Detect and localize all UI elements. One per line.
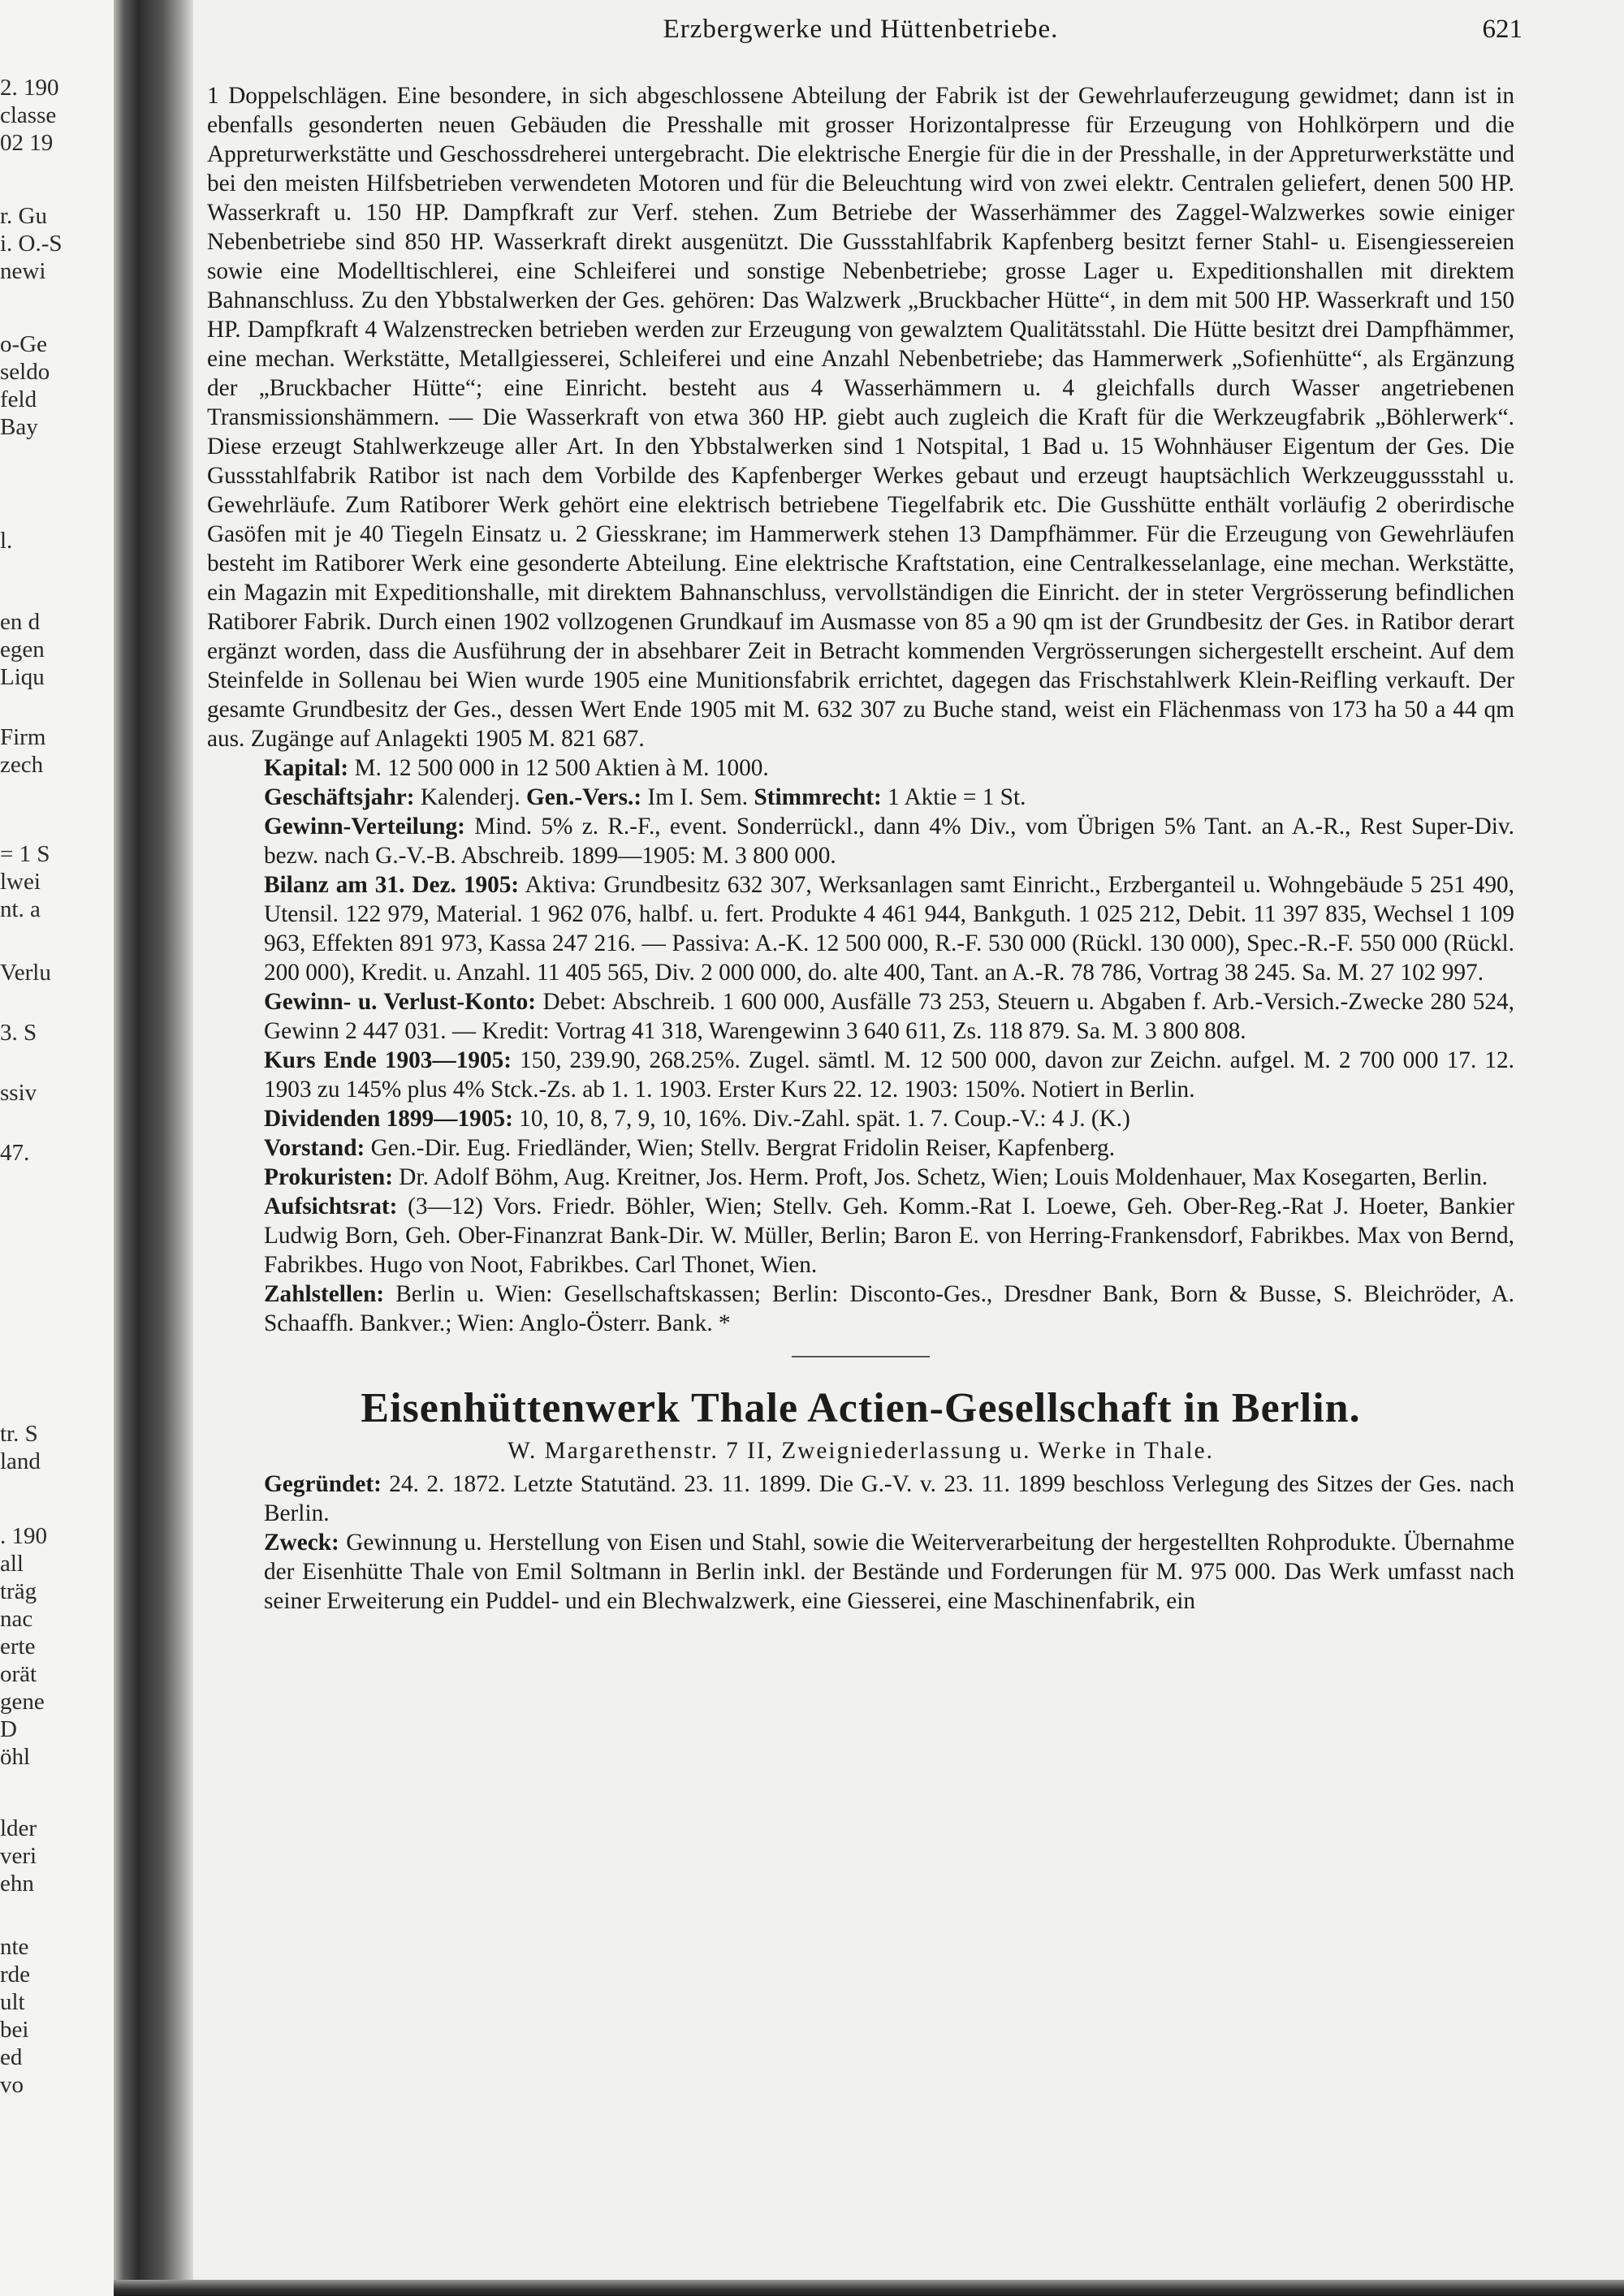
entry-text: 10, 10, 8, 7, 9, 10, 16%. Div.-Zahl. spät. 1. 7. Coup.-V.: 4 J. (K.) [512, 1106, 1130, 1132]
entry-label: Prokuristen: [264, 1164, 393, 1190]
entry-zweck [207, 1528, 1514, 1616]
entry-text: 24. 2. 1872. Letzte Statutänd. 23. 11. 1899. Die G.-V. v. 23. 11. 1899 beschloss Verlegung des Sitzes der Ges. nach Berlin. [264, 1471, 1514, 1526]
entry-text: 150, 239.90, 268.25%. Zugel. sämtl. M. 12 500 000, davon zur Zeichn. aufgel. M. 2 700 000 17. 12. 1903 zu 145% plus 4% Stck.-Zs. ab 1. 1. 1903. Erster Kurs 22. 12. 1903: 150%. Notiert in Berlin. [264, 1047, 1514, 1103]
entry-text: 1 Aktie = 1 St. [881, 784, 1026, 810]
fragment-line: l. [0, 528, 13, 554]
entry-gewinn-verlust-konto [207, 987, 1514, 1046]
fragment-line: träg [0, 1578, 37, 1604]
entry-text: Aktiva: Grundbesitz 632 307, Werksanlagen samt Einricht., Erzberganteil u. Wohngebäude 5 251 490, Utensil. 122 979, Material. 1 962 076, halbf. u. fert. Produkte 4 461 944, Bankguth. 1 025 212, Debit. 11 397 835, Wechsel 1 109 963, Effekten 891 973, Kassa 247 216. — Passiva: A.-K. 12 500 000, R.-F. 530 000 (Rückl. 130 000), Spec.-R.-F. 550 000 (Rückl. 200 000), Kredit. u. Anzahl. 11 405 565, Div. 2 000 000, do. alte 400, Tant. an A.-R. 78 786, Vortrag 38 245. Sa. M. 27 102 997. [264, 872, 1514, 986]
entry-label: Zahlstellen: [264, 1281, 385, 1307]
fragment-line: seldo [0, 359, 50, 385]
entry-text: Dr. Adolf Böhm, Aug. Kreitner, Jos. Herm. Proft, Jos. Schetz, Wien; Louis Moldenhauer, Max Kosegarten, Berlin. [392, 1164, 1488, 1190]
fragment-line: öhl [0, 1744, 31, 1770]
fragment-line: ehn [0, 1871, 34, 1897]
entry-label: Aufsichtsrat: [264, 1193, 398, 1219]
book-spine [114, 0, 193, 2296]
fragment-line: Liqu [0, 664, 45, 690]
entry-label: Bilanz am 31. Dez. 1905: [264, 872, 520, 898]
fragment-line: Firm [0, 724, 46, 750]
company-address: W. Margarethenstr. 7 II, Zweigniederlassung u. Werke in Thale. [508, 1438, 1214, 1464]
fragment-line: newi [0, 258, 46, 284]
entry-geschaeftsjahr [207, 783, 1514, 812]
entry-gegruendet [207, 1470, 1514, 1528]
entry-label: Stimmrecht: [754, 784, 882, 810]
entry-kapital [207, 753, 1514, 783]
entry-label: Gegründet: [264, 1471, 382, 1497]
fragment-line: 3. S [0, 1020, 37, 1046]
entry-label: Kurs Ende 1903—1905: [264, 1047, 512, 1073]
entry-text: Im I. Sem. [641, 784, 754, 810]
fragment-line: 2. 190 [0, 75, 59, 101]
entry-kurs [207, 1046, 1514, 1104]
fragment-line: land [0, 1448, 41, 1474]
fragment-line: 02 19 [0, 130, 54, 156]
entry-text: Mind. 5% z. R.-F., event. Sonderrückl., dann 4% Div., vom Übrigen 5% Tant. an A.-R., Rest Super-Div. bezw. nach G.-V.-B. Abschreib. 1899—1905: M. 3 800 000. [264, 814, 1514, 869]
entry-text: (3—12) Vors. Friedr. Böhler, Wien; Stellv. Geh. Komm.-Rat I. Loewe, Geh. Ober-Reg.-Rat J. Hoeter, Bankier Ludwig Born, Geh. Ober-Finanzrat Bank-Dir. W. Müller, Berlin; Baron E. von Herring-Frankensdorf, Fabrikbes. Max von Bernd, Fabrikbes. Hugo von Noot, Fabrikbes. Carl Thonet, Wien. [264, 1193, 1514, 1278]
fragment-line: = 1 S [0, 841, 50, 867]
page-bottom-edge [114, 2280, 1624, 2296]
fragment-line: en d [0, 609, 41, 635]
fragment-line: Verlu [0, 960, 51, 986]
entry-bilanz [207, 870, 1514, 987]
fragment-line: egen [0, 637, 45, 662]
fragment-line: veri [0, 1843, 37, 1869]
page-body [207, 81, 1514, 1616]
fragment-line: . 190 [0, 1523, 47, 1549]
fragment-line: i. O.-S [0, 231, 63, 257]
fragment-line: 47. [0, 1140, 30, 1166]
running-head [207, 11, 1522, 47]
section-separator [792, 1356, 930, 1357]
fragment-line: vo [0, 2072, 24, 2098]
entry-gewinn-verteilung [207, 812, 1514, 870]
entry-text: Berlin u. Wien: Gesellschaftskassen; Berlin: Disconto-Ges., Dresdner Bank, Born & Busse, S. Bleichröder, A. Schaaffh. Bankver.; Wien: Anglo-Österr. Bank. * [264, 1281, 1514, 1336]
fragment-line: rde [0, 1962, 31, 1987]
entry-aufsichtsrat [207, 1192, 1514, 1280]
fragment-line: erte [0, 1634, 36, 1659]
fragment-line: r. Gu [0, 203, 47, 229]
fragment-line: bei [0, 2017, 29, 2043]
document-page [207, 0, 1522, 2273]
fragment-line: all [0, 1551, 24, 1577]
entry-label: Vorstand: [264, 1135, 365, 1161]
page-number: 621 [1482, 15, 1522, 44]
intro-paragraph: 1 Doppelschlägen. Eine besondere, in sich abgeschlossene Abteilung der Fabrik ist der Gewehrlauferzeugung gewidmet; dann ist in ebenfalls gesonderten neuen Gebäuden die Presshalle mit grosser Horizontalpresse für Erzeugung von Hohlkörpern und die Appreturwerkstätte und Geschossdreherei untergebracht. Die elektrische Energie für die in der Presshalle, in der Appreturwerkstätte und bei den meisten Hilfsbetrieben verwendeten Motoren und für die Beleuchtung wird von zwei elektr. Centralen geliefert, denen 500 HP. Wasserkraft u. 150 HP. Dampfkraft zur Verf. stehen. Zum Betriebe der Wasserhämmer des Zaggel-Walzwerkes sowie einiger Nebenbetriebe sind 850 HP. Wasserkraft direkt ausgenützt. Die Gussstahlfabrik Kapfenberg besitzt ferner Stahl- u. Eisengiessereien sowie eine Modelltischlerei, eine Schleiferei und sonstige Nebenbetriebe; grosse Lager u. Expeditionshallen mit direktem Bahnanschluss. Zu den Ybbstalwerken der Ges. gehören: Das Walzwerk „Bruckbacher Hütte“, in dem mit 500 HP. Wasserkraft und 150 HP. Dampfkraft 4 Walzenstrecken betrieben werden zur Erzeugung von gewalztem Qualitätsstahl. Die Hütte besitzt drei Dampfhämmer, eine mechan. Werkstätte, Metallgiesserei, Schleiferei und eine Anzahl Nebenbetriebe; das Hammerwerk „Sofienhütte“, als Ergänzung der „Bruckbacher Hütte“; eine Einricht. besteht aus 4 Wasserhämmern u. 4 gleichfalls durch Wasser angetriebenen Transmissionshämmern. — Die Wasserkraft von etwa 360 HP. giebt auch zugleich die Kraft für die Werkzeugfabrik „Böhlerwerk“. Diese erzeugt Stahlwerkzeuge aller Art. In den Ybbstalwerken sind 1 Notspital, 1 Bad u. 15 Wohnhäuser Eigentum der Ges. Die Gussstahlfabrik Ratibor ist nach dem Vorbilde des Kapfenberger Werkes gebaut und erzeugt hauptsächlich Werkzeuggussstahl u. Gewehrläufe. Zum Ratiborer Werk gehört eine elektrisch betriebene Tiegelfabrik etc. Die Gusshütte enthält vorläufig 2 oberirdische Gasöfen mit je 40 Tiegeln Einsatz u. 2 Giesskrane; im Hammerwerk stehen 13 Dampfhämmer. Für die Erzeugung von Gewehrläufen besteht im Ratiborer Werk eine gesonderte Abteilung. Eine elektrische Kraftstation, eine Centralkesselanlage, eine mechan. Werkstätte, ein Magazin mit Expeditionshalle, mit direktem Bahnanschluss, vervollständigen die Einricht. der in steter Vergrösserung befindlichen Ratiborer Fabrik. Durch einen 1902 vollzogenen Grundkauf im Ausmasse von 85 a 90 qm ist der Grundbesitz der Ges. in Ratibor derart ergänzt worden, dass die Ausführung der in absehbarer Zeit in Betracht kommenden Vergrösserungen sichergestellt erscheint. Auf dem Steinfelde in Sollenau bei Wien wurde 1905 eine Munitionsfabrik errichtet, dagegen das Frischstahlwerk Klein-Reifling verkauft. Der gesamte Grundbesitz der Ges., dessen Wert Ende 1905 mit M. 632 307 zu Buche stand, weist ein Flächenmass von 173 ha 50 a 44 qm aus. Zugänge auf Anlagekti 1905 M. 821 687. [207, 83, 1514, 752]
entry-text: Gewinnung u. Herstellung von Eisen und Stahl, sowie die Weiterverarbeitung der hergestellten Rohprodukte. Übernahme der Eisenhütte Thale von Emil Soltmann in Berlin inkl. der Bestände und Forderungen für M. 975 000. Das Werk umfasst nach seiner Erweiterung ein Puddel- und ein Blechwalzwerk, eine Giesserei, eine Maschinenfabrik, ein [264, 1530, 1514, 1614]
fragment-line: tr. S [0, 1421, 38, 1447]
fragment-line: gene [0, 1689, 45, 1715]
fragment-line: nte [0, 1934, 29, 1960]
entry-label: Gewinn- u. Verlust-Konto: [264, 989, 537, 1015]
fragment-line: nac [0, 1606, 33, 1632]
entry-vorstand [207, 1133, 1514, 1163]
running-head-title: Erzbergwerke und Hüttenbetriebe. [663, 15, 1059, 44]
company-title: Eisenhüttenwerk Thale Actien-Gesellschaft in Berlin. [361, 1385, 1361, 1431]
entry-text: Gen.-Dir. Eug. Friedländer, Wien; Stellv. Bergrat Fridolin Reiser, Kapfenberg. [365, 1135, 1116, 1161]
entry-label: Kapital: [264, 755, 349, 781]
fragment-line: classe [0, 102, 57, 128]
adjacent-page-fragment [0, 0, 114, 2296]
fragment-line: D [0, 1716, 17, 1742]
fragment-line: ssiv [0, 1080, 37, 1106]
fragment-line: zech [0, 752, 44, 778]
fragment-line: lder [0, 1815, 37, 1841]
entry-label: Gen.-Vers.: [526, 784, 642, 810]
entry-label: Zweck: [264, 1530, 339, 1556]
entry-text: M. 12 500 000 in 12 500 Aktien à M. 1000. [348, 755, 769, 781]
entry-label: Dividenden 1899—1905: [264, 1106, 513, 1132]
fragment-line: lwei [0, 869, 41, 895]
entry-label: Geschäftsjahr: [264, 784, 415, 810]
entry-text: Debet: Abschreib. 1 600 000, Ausfälle 73 253, Steuern u. Abgaben f. Arb.-Versich.-Zwecke 280 524, Gewinn 2 447 031. — Kredit: Vortrag 41 318, Warengewinn 3 640 611, Zs. 118 879. Sa. M. 3 800 808. [264, 989, 1514, 1044]
fragment-line: nt. a [0, 896, 41, 922]
fragment-line: o-Ge [0, 331, 47, 357]
fragment-line: ed [0, 2044, 23, 2070]
entry-prokuristen [207, 1163, 1514, 1192]
entry-zahlstellen [207, 1280, 1514, 1338]
entry-text: Kalenderj. [414, 784, 526, 810]
fragment-line: Bay [0, 414, 38, 440]
fragment-line: feld [0, 386, 37, 412]
fragment-line: ult [0, 1989, 25, 2015]
entry-dividenden [207, 1104, 1514, 1133]
entry-label: Gewinn-Verteilung: [264, 814, 465, 839]
fragment-line: orät [0, 1661, 37, 1687]
